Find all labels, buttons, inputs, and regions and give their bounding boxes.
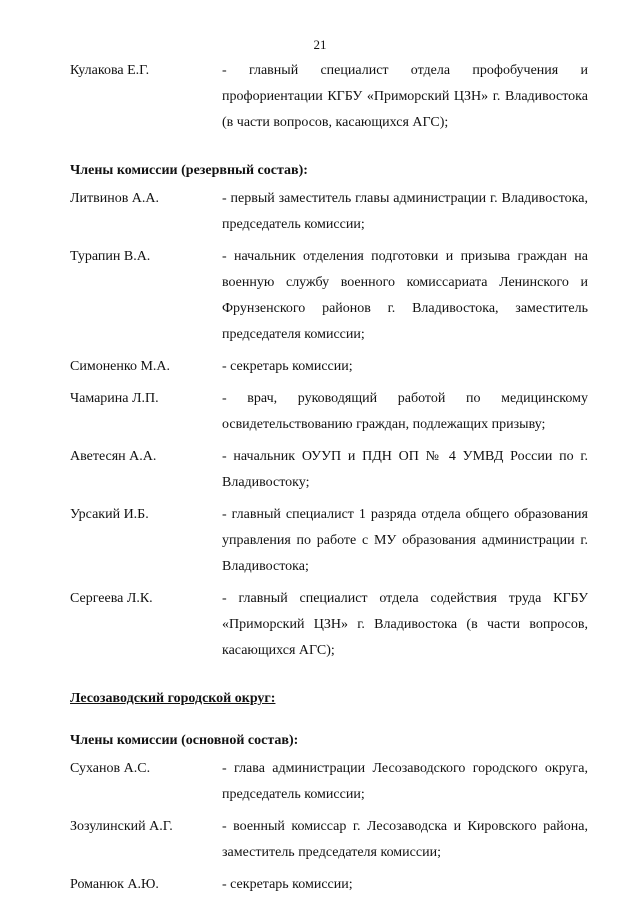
member-entry bbox=[70, 244, 588, 354]
reserve-members-heading: Члены комиссии (резервный состав): bbox=[70, 163, 308, 178]
member-role: - врач, руководящий работой по медицинскому освидетельствованию граждан, подлежащих призыву; bbox=[222, 391, 588, 432]
member-name: Романюк А.Ю. bbox=[70, 877, 159, 892]
member-name: Кулакова Е.Г. bbox=[70, 63, 150, 78]
member-entry bbox=[70, 58, 588, 142]
member-entry bbox=[70, 872, 588, 904]
member-entry bbox=[70, 386, 588, 444]
member-name: Литвинов А.А. bbox=[70, 191, 160, 206]
member-name: Суханов А.С. bbox=[70, 761, 151, 776]
member-role: - начальник отделения подготовки и призыва граждан на военную службу военного комиссариата Ленинского и Фрунзенского районов г. Владивостока, заместитель председателя комиссии; bbox=[222, 249, 588, 342]
member-name: Урсакий И.Б. bbox=[70, 507, 149, 522]
member-entry bbox=[70, 444, 588, 502]
member-name: Зозулинский А.Г. bbox=[70, 819, 173, 834]
member-role: - главный специалист отдела профобучения и профориентации КГБУ «Приморский ЦЗН» г. Владивостока (в части вопросов, касающихся АГС); bbox=[222, 63, 588, 130]
member-entry bbox=[70, 586, 588, 670]
member-name: Сергеева Л.К. bbox=[70, 591, 153, 606]
member-entry bbox=[70, 502, 588, 586]
member-name: Симоненко М.А. bbox=[70, 359, 171, 374]
document-body bbox=[70, 58, 588, 904]
member-role: - секретарь комиссии; bbox=[222, 877, 353, 892]
page-number: 21 bbox=[313, 37, 327, 52]
member-entry bbox=[70, 186, 588, 244]
member-entry bbox=[70, 756, 588, 814]
member-role: - начальник ОУУП и ПДН ОП № 4 УМВД России по г. Владивостоку; bbox=[222, 449, 588, 490]
member-name: Турапин В.А. bbox=[70, 249, 151, 264]
member-entry bbox=[70, 814, 588, 872]
member-role: - военный комиссар г. Лесозаводска и Кировского района, заместитель председателя комиссии; bbox=[222, 819, 588, 860]
member-role: - глава администрации Лесозаводского городского округа, председатель комиссии; bbox=[222, 761, 588, 802]
member-role: - главный специалист 1 разряда отдела общего образования управления по работе с МУ образования администрации г. Владивостока; bbox=[222, 507, 588, 574]
member-name: Чамарина Л.П. bbox=[70, 391, 159, 406]
member-entry bbox=[70, 354, 588, 386]
member-role: - секретарь комиссии; bbox=[222, 359, 353, 374]
member-name: Аветесян А.А. bbox=[70, 449, 157, 464]
member-role: - первый заместитель главы администрации г. Владивостока, председатель комиссии; bbox=[222, 191, 588, 232]
district-title: Лесозаводский городской округ: bbox=[70, 691, 276, 706]
main-members-heading: Члены комиссии (основной состав): bbox=[70, 733, 299, 748]
member-role: - главный специалист отдела содействия труда КГБУ «Приморский ЦЗН» г. Владивостока (в части вопросов, касающихся АГС); bbox=[222, 591, 588, 658]
